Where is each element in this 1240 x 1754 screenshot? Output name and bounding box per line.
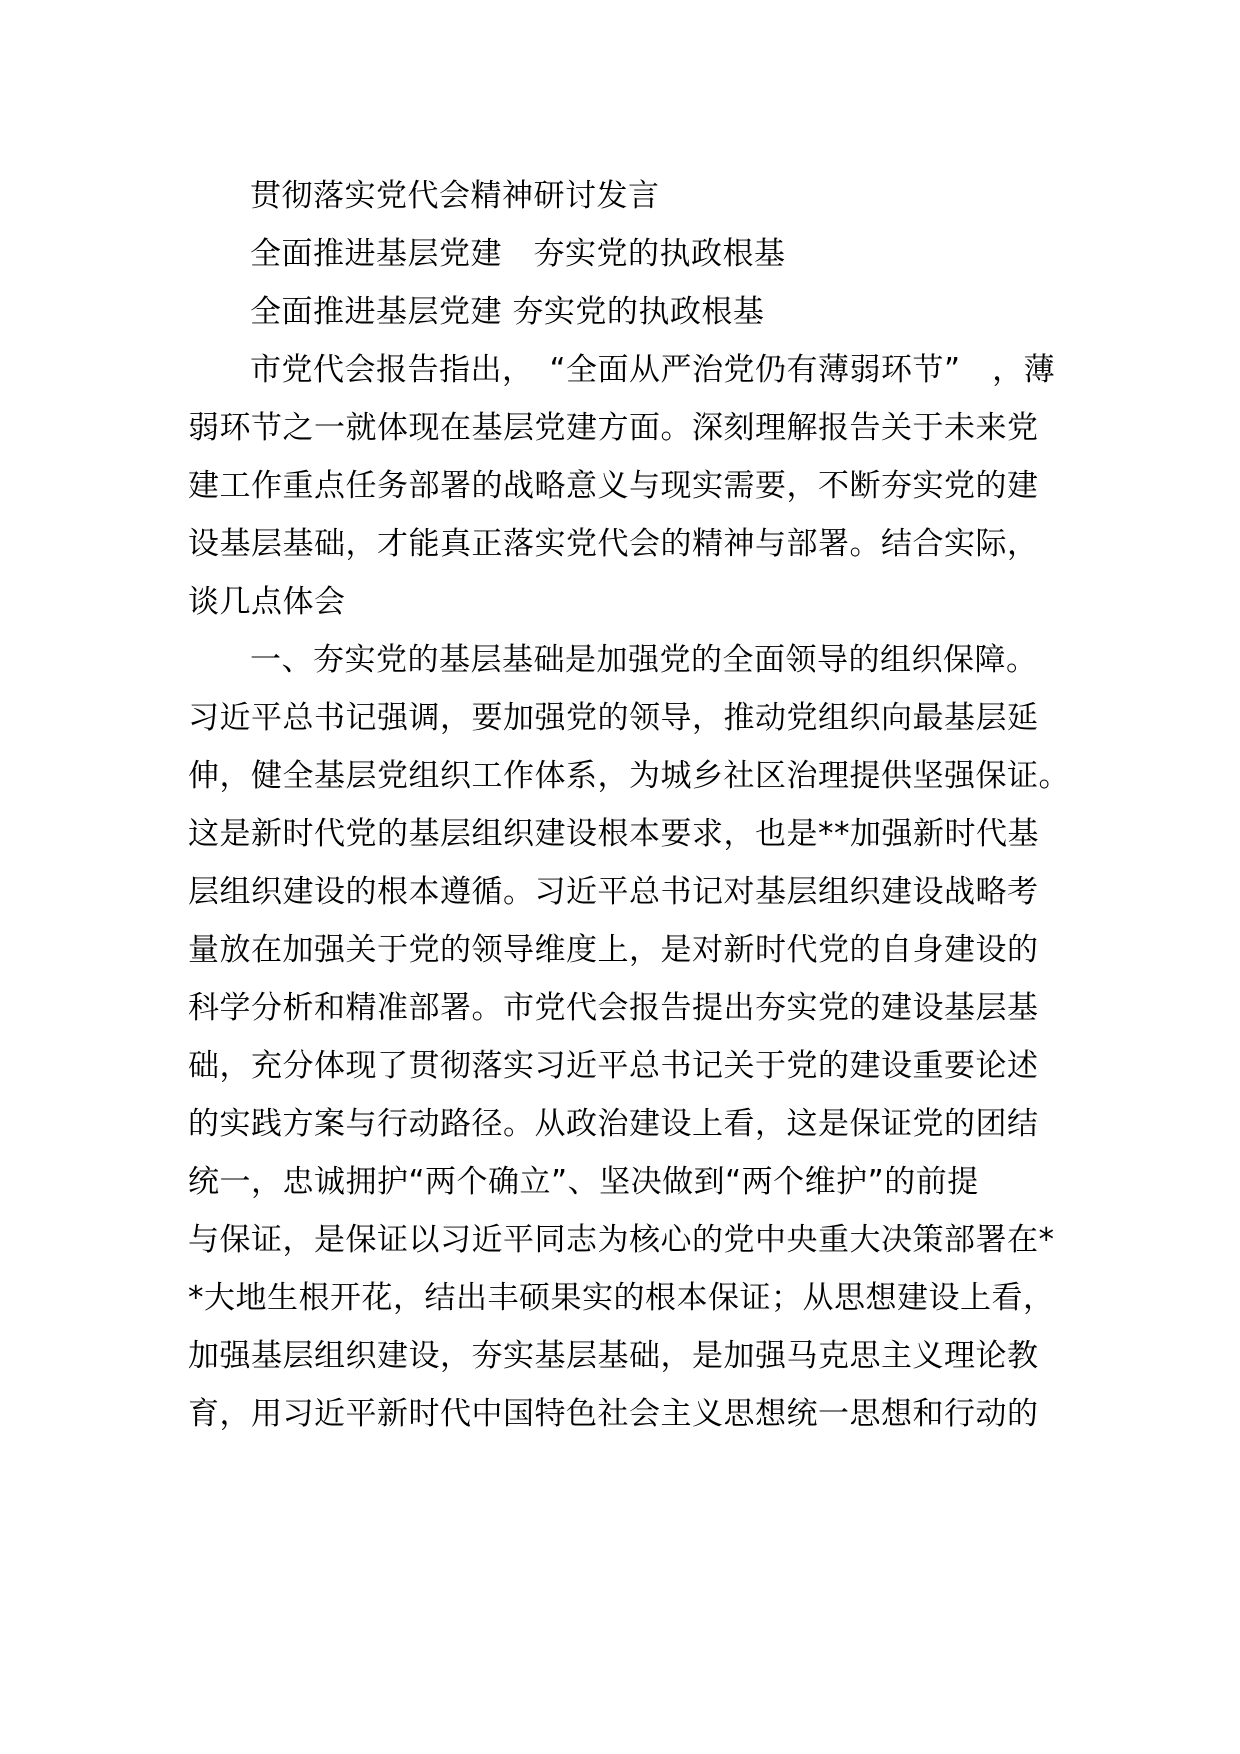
body-line: *大地生根开花，结出丰硕果实的根本保证；从思想建设上看，	[188, 1280, 1055, 1316]
document-heading-2: 全面推进基层党建 夯实党的执政根基	[250, 236, 786, 272]
body-line: 的实践方案与行动路径。从政治建设上看，这是保证党的团结	[188, 1106, 1039, 1142]
body-line: 育，用习近平新时代中国特色社会主义思想统一思想和行动的	[188, 1396, 1039, 1432]
body-line: 市党代会报告指出， “全面从严治党仍有薄弱环节” ，薄	[250, 352, 1056, 388]
body-line: 与保证，是保证以习近平同志为核心的党中央重大决策部署在*	[188, 1222, 1055, 1258]
body-line: 习近平总书记强调，要加强党的领导，推动党组织向最基层延	[188, 700, 1039, 736]
body-line: 础，充分体现了贯彻落实习近平总书记关于党的建设重要论述	[188, 1048, 1039, 1084]
document-heading-3: 全面推进基层党建 夯实党的执政根基	[250, 294, 765, 330]
body-line: 伸，健全基层党组织工作体系，为城乡社区治理提供坚强保证。	[188, 758, 1070, 794]
body-line: 量放在加强关于党的领导维度上，是对新时代党的自身建设的	[188, 932, 1039, 968]
body-line: 层组织建设的根本遵循。习近平总书记对基层组织建设战略考	[188, 874, 1039, 910]
body-line: 科学分析和精准部署。市党代会报告提出夯实党的建设基层基	[188, 990, 1039, 1026]
body-line: 弱环节之一就体现在基层党建方面。深刻理解报告关于未来党	[188, 410, 1039, 446]
body-line: 加强基层组织建设，夯实基层基础，是加强马克思主义理论教	[188, 1338, 1039, 1374]
body-line: 这是新时代党的基层组织建设根本要求，也是**加强新时代基	[188, 816, 1039, 852]
body-line: 建工作重点任务部署的战略意义与现实需要，不断夯实党的建	[188, 468, 1039, 504]
document-heading-1: 贯彻落实党代会精神研讨发言	[250, 178, 660, 214]
section-heading: 一、夯实党的基层基础是加强党的全面领导的组织保障。	[250, 642, 1038, 678]
body-line: 谈几点体会	[188, 584, 346, 620]
body-line: 设基层基础，才能真正落实党代会的精神与部署。结合实际，	[188, 526, 1039, 562]
body-line: 统一，忠诚拥护“两个确立”、坚决做到“两个维护”的前提	[188, 1164, 979, 1200]
